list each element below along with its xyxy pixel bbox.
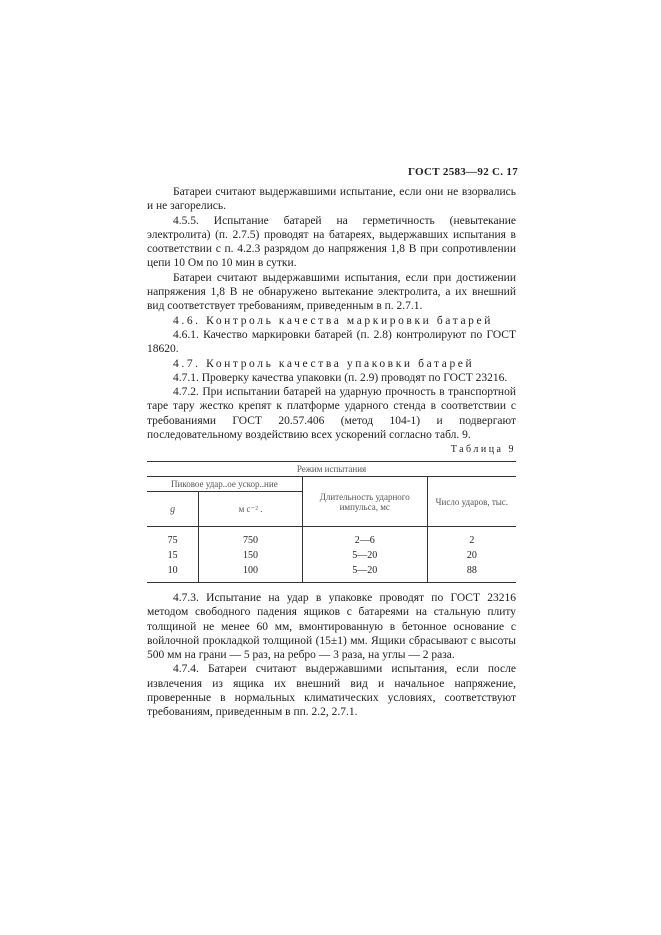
cell-duration: 2—6 xyxy=(302,527,427,549)
paragraph-4-6-1: 4.6.1. Качество маркировки батарей (п. 2.8) контролируют по ГОСТ 18620. xyxy=(147,328,516,356)
test-mode-table xyxy=(147,461,516,583)
cell-count: 20 xyxy=(427,548,516,563)
paragraph-explosion-result: Батареи считают выдержавшими испытание, если они не взорвались и не загорелись. xyxy=(147,186,516,213)
table-row xyxy=(147,548,516,563)
section-heading-4-7: 4.7. Контроль качества упаковки батарей xyxy=(173,357,475,370)
ms2-unit-header: м с⁻² . xyxy=(199,492,302,527)
peak-acceleration-header: Пиковое удар..ое ускор..ние xyxy=(147,477,302,492)
page-header: ГОСТ 2583—92 С. 17 xyxy=(407,166,518,178)
cell-ms2: 100 xyxy=(199,563,302,583)
paragraph-leak-result: Батареи считают выдержавшими испытания, если при достижении напряжения 1,8 В не обнаружено вытекание электролита, а их внешний вид соответствует требованиям, приведенным в п. 2.7.1. xyxy=(147,271,516,313)
cell-ms2: 750 xyxy=(199,527,302,549)
cell-duration: 5—20 xyxy=(302,548,427,563)
cell-g: 15 xyxy=(167,550,178,561)
cell-duration: 5—20 xyxy=(302,563,427,583)
bottom-text-block xyxy=(147,591,516,720)
count-header: Число ударов, тыс. xyxy=(427,477,516,527)
section-heading-4-6: 4.6. Контроль качества маркировки батарей xyxy=(173,314,493,327)
table-caption: Таблица 9 xyxy=(450,444,516,455)
top-text-block xyxy=(147,185,516,442)
duration-header: Длительность ударного импульса, мс xyxy=(302,477,427,527)
paragraph-4-7-4: 4.7.4. Батареи считают выдержавшими испытания, если после извлечения из ящика их внешний вид и начальное напряжение, проверенные в нормальных климатических условиях, соответствуют требованиям, приведенным в пп. 2.2, 2.7.1. xyxy=(147,663,516,719)
paragraph-4-5-5: 4.5.5. Испытание батарей на герметичность (невытекание электролита) (п. 2.7.5) проводят на батареях, выдержавших испытания в соответствии с п. 4.2.3 разрядом до напряжения 1,8 В при сопротивлении цепи 10 Ом по 10 мин в сутки. xyxy=(147,214,516,270)
cell-count: 2 xyxy=(427,527,516,549)
table-row xyxy=(147,527,516,549)
paragraph-4-7-2: 4.7.2. При испытании батарей на ударную прочность в транспортной таре тару жестко крепят к платформе ударного стенда в соответствии с требованиями ГОСТ 20.57.406 (метод 104-1) и подвергают последовательному воздействию всех ускорений согласно табл. 9. xyxy=(147,386,516,442)
cell-ms2: 150 xyxy=(199,548,302,563)
paragraph-4-7-1: 4.7.1. Проверку качества упаковки (п. 2.9) проводят по ГОСТ 23216. xyxy=(173,371,508,384)
group-header: Режим испытания xyxy=(147,462,516,477)
cell-count: 88 xyxy=(427,563,516,583)
g-unit-header: g xyxy=(147,492,199,527)
cell-g: 75 xyxy=(167,535,178,546)
table-row xyxy=(147,563,516,583)
cell-g: 10 xyxy=(167,565,178,576)
paragraph-4-7-3: 4.7.3. Испытание на удар в упаковке проводят по ГОСТ 23216 методом свободного падения ящиков с батареями на стальную плиту толщиной не менее 60 мм, вмонтированную в бетонное основание с войлочной прокладкой толщиной (15±1) мм. Ящики сбрасывают с высоты 500 мм на грани — 5 раз, на ребро — 3 раза, на углы — 2 раза. xyxy=(147,592,516,662)
